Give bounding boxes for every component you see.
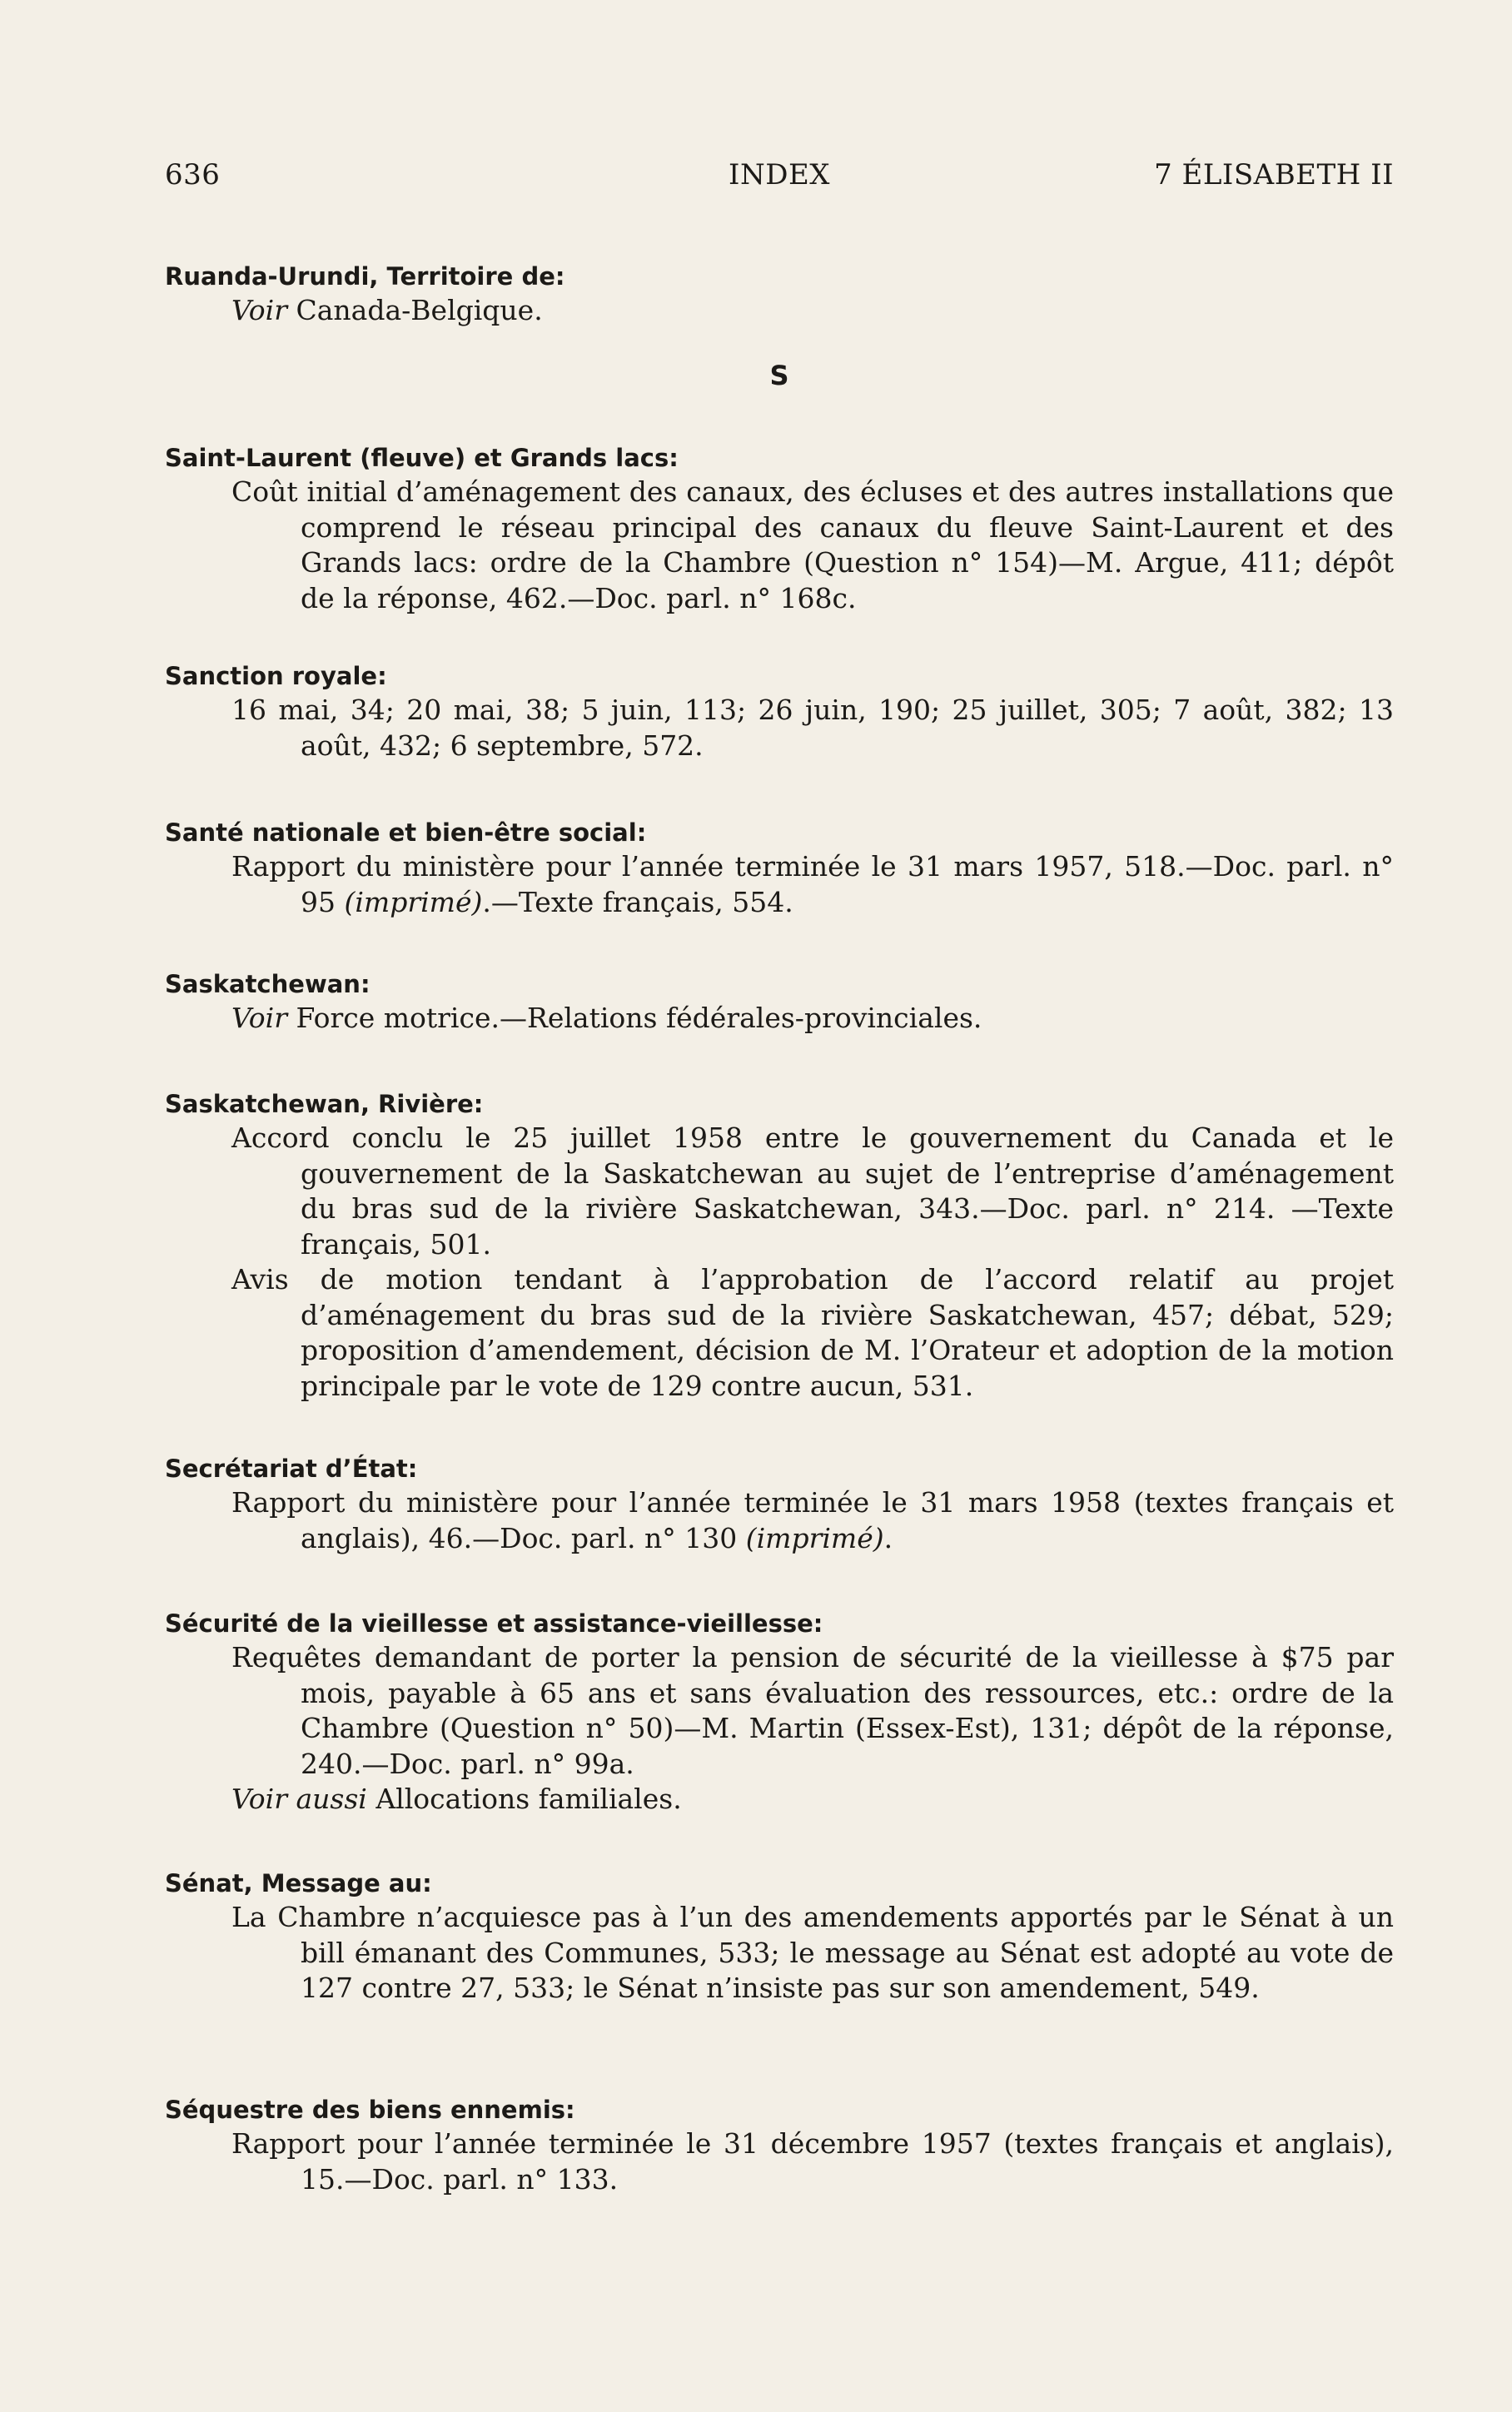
entry-paragraph: Rapport pour l’année terminée le 31 décembre 1957 (textes français et anglais), 15.—Doc. parl. n° 133. — [231, 2127, 1394, 2196]
reign-label: 7 ÉLISABETH II — [1154, 158, 1394, 191]
entry-saint-laurent — [165, 441, 1394, 616]
entry-text: Rapport du ministère pour l’année terminée le 31 mars 1958 (textes français et anglais), 46.—Doc. parl. n° 130 — [231, 1486, 1394, 1554]
entry-text: .—Texte français, 554. — [482, 885, 793, 918]
entry-text: . — [883, 1521, 893, 1554]
entry-text-italic: (imprimé) — [344, 885, 483, 918]
entry-secretariat-etat — [165, 1452, 1394, 1556]
page-title: INDEX — [729, 158, 830, 191]
entry-paragraph: 16 mai, 34; 20 mai, 38; 5 juin, 113; 26 juin, 190; 25 juillet, 305; 7 août, 382; 13 août, 432; 6 septembre, 572. — [231, 694, 1394, 762]
entry-saskatchewan-riviere — [165, 1087, 1394, 1404]
entry-saskatchewan — [165, 967, 1394, 1037]
entry-heading: Sanction royale: — [165, 662, 387, 690]
entry-paragraph — [231, 849, 1394, 920]
entry-sequestre-biens — [165, 2093, 1394, 2197]
entry-heading: Saint-Laurent (fleuve) et Grands lacs: — [165, 444, 679, 472]
entry-text: Allocations familiales. — [366, 1783, 682, 1815]
entry-heading: Santé nationale et bien-être social: — [165, 818, 647, 847]
entry-paragraph: Avis de motion tendant à l’approbation de l’accord relatif au projet d’aménagement du bras sud de la rivière Saskatchewan, 457; débat, 529; proposition d’amendement, décision de M. l’Orateur et adoption de la motion principale par le vote de 129 contre aucun, 531. — [231, 1263, 1394, 1402]
letter-section — [165, 360, 1394, 391]
running-head — [165, 158, 1394, 200]
see-label: Voir — [231, 1002, 287, 1034]
entry-heading: Saskatchewan: — [165, 970, 371, 998]
entry-senat-message — [165, 1867, 1394, 2007]
entry-heading: Ruanda-Urundi, Territoire de: — [165, 262, 565, 291]
see-also-label: Voir aussi — [231, 1783, 367, 1815]
index-page — [165, 158, 1394, 200]
letter-heading: S — [769, 360, 789, 391]
entry-text-italic: (imprimé) — [745, 1521, 884, 1554]
entry-heading: Sénat, Message au: — [165, 1869, 432, 1897]
entry-securite-vieillesse — [165, 1607, 1394, 1818]
entry-paragraph — [231, 1001, 1394, 1037]
entry-text: Canada-Belgique. — [287, 294, 543, 326]
entry-heading: Sécurité de la vieillesse et assistance-vieillesse: — [165, 1609, 823, 1638]
entry-text: Force motrice.—Relations fédérales-provinciales. — [287, 1002, 982, 1034]
entry-sante-nationale — [165, 816, 1394, 920]
entry-ruanda-urundi — [165, 260, 1394, 329]
entry-paragraph — [231, 293, 1394, 329]
entry-sanction-royale — [165, 659, 1394, 763]
entry-heading: Saskatchewan, Rivière: — [165, 1090, 484, 1118]
entry-heading: Secrétariat d’État: — [165, 1455, 418, 1483]
entry-paragraph — [231, 1782, 1394, 1818]
entry-paragraph: Accord conclu le 25 juillet 1958 entre le gouvernement du Canada et le gouvernement de la Saskatchewan au sujet de l’entreprise d’aménagement du bras sud de la rivière Saskatchewan, 343.—Doc. parl. n° 214. —Texte français, 501. — [231, 1121, 1394, 1261]
page-number: 636 — [165, 158, 221, 191]
entry-heading: Séquestre des biens ennemis: — [165, 2096, 575, 2124]
entry-paragraph — [231, 1485, 1394, 1556]
entry-paragraph: Coût initial d’aménagement des canaux, des écluses et des autres installations que comprend le réseau principal des canaux du fleuve Saint-Laurent et des Grands lacs: ordre de la Chambre (Question n° 154)—M. Argue, 411; dépôt de la réponse, 462.—Doc. parl. n° 168c. — [231, 475, 1394, 614]
entry-paragraph: Requêtes demandant de porter la pension de sécurité de la vieillesse à $75 par mois, payable à 65 ans et sans évaluation des ressources, etc.: ordre de la Chambre (Question n° 50)—M. Martin (Essex-Est), 131; dépôt de la réponse, 240.—Doc. parl. n° 99a. — [231, 1641, 1394, 1780]
entry-text: Rapport du ministère pour l’année terminée le 31 mars 1957, 518.—Doc. parl. n° 95 — [231, 850, 1394, 918]
see-label: Voir — [231, 294, 287, 326]
entry-paragraph: La Chambre n’acquiesce pas à l’un des amendements apportés par le Sénat à un bill émanant des Communes, 533; le message au Sénat est adopté au vote de 127 contre 27, 533; le Sénat n’insiste pas sur son amendement, 549. — [231, 1901, 1394, 2004]
